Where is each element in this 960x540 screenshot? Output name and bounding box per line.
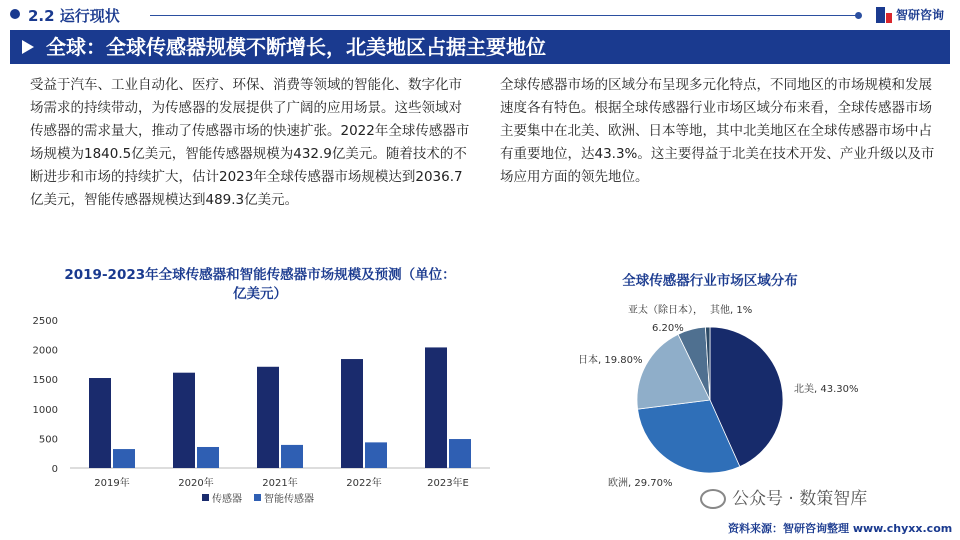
bar-sensor	[341, 359, 363, 468]
y-tick-label: 2000	[32, 345, 58, 357]
y-tick-label: 2500	[32, 316, 58, 327]
bar-smart-sensor	[197, 447, 219, 468]
bar-smart-sensor	[113, 449, 135, 468]
paragraph-right: 全球传感器市场的区域分布呈现多元化特点，不同地区的市场规模和发展速度各有特色。根据全球传感器行业市场区域分布来看，全球传感器市场主要集中在北美、欧洲、日本等地，其中北美地区在全球传感器市场中占有重要地位，达43.3%。这主要得益于北美在技术开发、产业升级以及市场应用方面的领先地位。	[500, 77, 935, 185]
bar-chart	[20, 312, 500, 532]
legend-label: 智能传感器	[264, 494, 314, 505]
slice-label: 北美, 43.30%	[794, 384, 859, 395]
slice-label: 日本, 19.80%	[578, 355, 643, 366]
y-tick-label: 1500	[32, 375, 58, 387]
legend-swatch	[202, 494, 209, 501]
y-tick-label: 0	[51, 464, 58, 475]
x-tick-label: 2020年	[178, 478, 214, 489]
wechat-icon	[700, 489, 726, 509]
brand-logo	[876, 6, 944, 23]
legend-label: 传感器	[212, 494, 242, 505]
slice-label: 其他, 1%	[710, 305, 753, 316]
header-rule-dot	[855, 12, 862, 19]
bar-smart-sensor	[449, 439, 471, 468]
slice-label: 6.20%	[652, 323, 684, 334]
bar-smart-sensor	[365, 442, 387, 468]
pie-chart-title: 全球传感器行业市场区域分布	[622, 273, 798, 289]
y-tick-label: 500	[38, 434, 58, 446]
slice-label: 亚太（除日本），	[628, 305, 703, 316]
bar-sensor	[173, 373, 195, 468]
pie-chart	[520, 300, 940, 500]
bar-chart-title: 2019-2023年全球传感器和智能传感器市场规模及预测（单位：亿美元）	[64, 267, 456, 302]
bar-sensor	[89, 378, 111, 468]
x-tick-label: 2021年	[262, 478, 298, 489]
wechat-watermark	[700, 484, 867, 509]
bar-sensor	[257, 367, 279, 468]
section-label: 2.2 运行现状	[28, 7, 120, 25]
zhiyan-logo-icon	[876, 7, 892, 23]
legend-swatch	[254, 494, 261, 501]
paragraph-left: 受益于汽车、工业自动化、医疗、环保、消费等领域的智能化、数字化市场需求的持续带动，为传感器的发展提供了广阔的应用场景。这些领域对传感器的需求量大，推动了传感器市场的快速扩张。2022年全球传感器市场规模为1840.5亿美元，智能传感器规模为432.9亿美元。随着技术的不断进步和市场的持续扩大，估计2023年全球传感器市场规模达到2036.7亿美元，智能传感器规模达到489.3亿美元。	[30, 77, 470, 208]
wechat-account: 公众号 · 数策智库	[732, 489, 868, 509]
header-rule	[150, 15, 858, 16]
page-title: 全球：全球传感器规模不断增长，北美地区占据主要地位	[10, 30, 950, 64]
x-tick-label: 2023年E	[427, 478, 469, 489]
data-source: 资料来源：智研咨询整理 www.chyxx.com	[728, 522, 953, 535]
y-tick-label: 1000	[32, 404, 58, 416]
section-header	[0, 0, 960, 30]
x-tick-label: 2022年	[346, 478, 382, 489]
bar-sensor	[425, 347, 447, 468]
bar-smart-sensor	[281, 445, 303, 468]
slice-label: 欧洲, 29.70%	[608, 478, 673, 489]
x-tick-label: 2019年	[94, 478, 130, 489]
bullet-dot	[10, 9, 20, 19]
brand-name: 智研咨询	[896, 8, 945, 22]
